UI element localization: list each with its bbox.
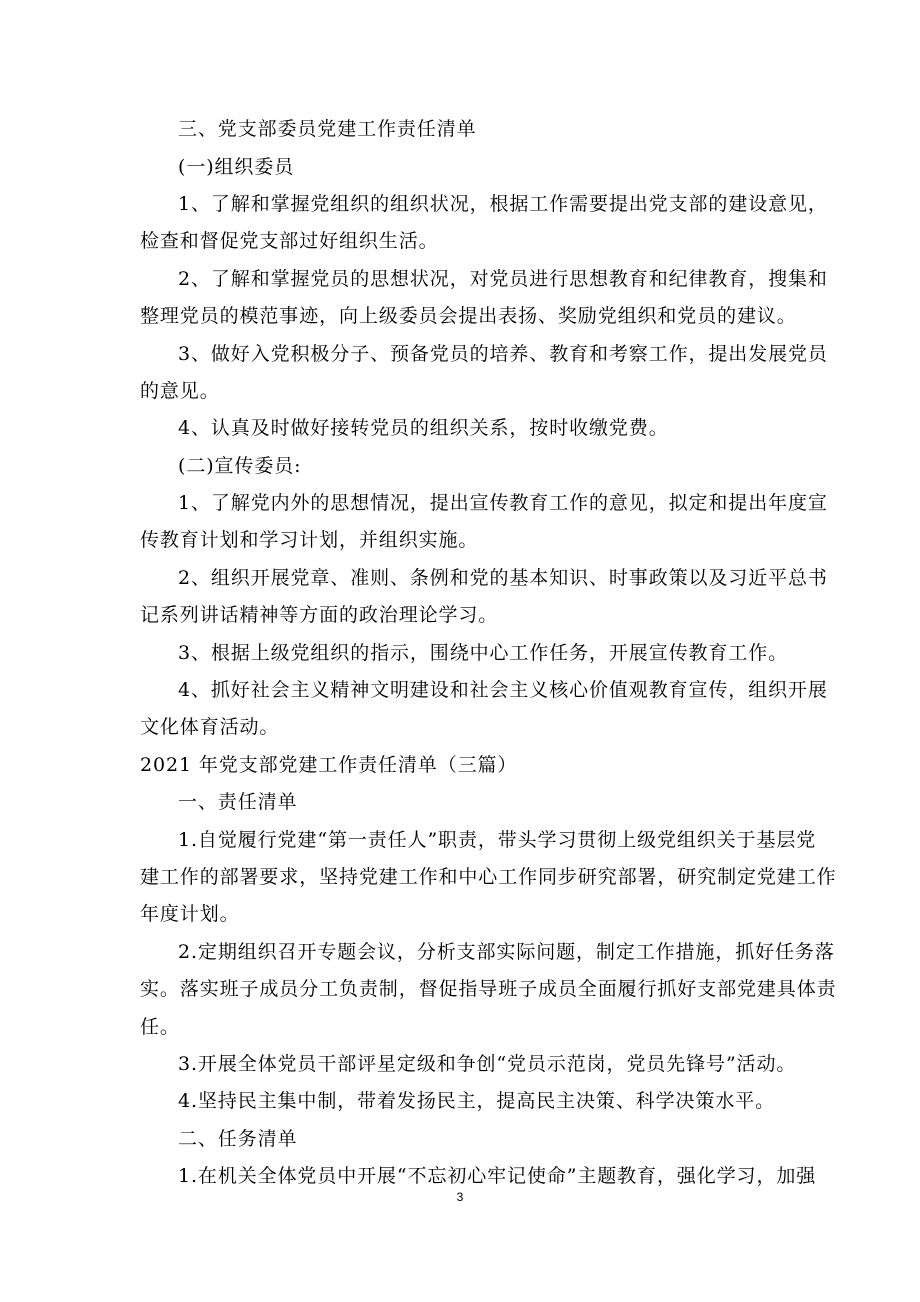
section-heading: 二、任务清单 bbox=[178, 1128, 298, 1150]
paragraph-line: 4、认真及时做好接转党员的组织关系，按时收缴党费。 bbox=[178, 417, 669, 439]
document-title: 2021 年党支部党建工作责任清单（三篇） bbox=[140, 754, 518, 776]
section-heading: 三、党支部委员党建工作责任清单 bbox=[178, 118, 477, 140]
paragraph-line: 2、组织开展党章、准则、条例和党的基本知识、时事政策以及习近平总书 bbox=[178, 567, 828, 589]
paragraph-line: 整理党员的模范事迹，向上级委员会提出表扬、奖励党组织和党员的建议。 bbox=[140, 305, 797, 327]
paragraph-line: 年度计划。 bbox=[140, 903, 240, 925]
paragraph-line: 1.自觉履行党建“第一责任人”职责，带头学习贯彻上级党组织关于基层党 bbox=[178, 829, 817, 851]
paragraph-line: 2、了解和掌握党员的思想状况，对党员进行思想教育和纪律教育，搜集和 bbox=[178, 268, 828, 290]
paragraph-line: 记系列讲话精神等方面的政治理论学习。 bbox=[140, 604, 499, 626]
paragraph-line: 的意见。 bbox=[140, 380, 220, 402]
paragraph-line: 文化体育活动。 bbox=[140, 716, 280, 738]
subsection-heading: (一)组织委员 bbox=[178, 156, 295, 178]
page-number: 3 bbox=[456, 1190, 464, 1204]
paragraph-line: 1.在机关全体党员中开展“不忘初心牢记使命”主题教育，强化学习，加强 bbox=[178, 1165, 817, 1187]
paragraph-line: 2.定期组织召开专题会议，分析支部实际问题，制定工作措施，抓好任务落 bbox=[178, 941, 835, 963]
section-heading: 一、责任清单 bbox=[178, 791, 298, 813]
paragraph-line: 3、根据上级党组织的指示，围绕中心工作任务，开展宣传教育工作。 bbox=[178, 642, 788, 664]
paragraph-line: 传教育计划和学习计划，并组织实施。 bbox=[140, 529, 479, 551]
paragraph-line: 实。落实班子成员分工负责制，督促指导班子成员全面履行抓好支部党建具体责 bbox=[140, 978, 837, 1000]
paragraph-line: 4.坚持民主集中制，带着发扬民主，提高民主决策、科学决策水平。 bbox=[178, 1090, 776, 1112]
paragraph-line: 检查和督促党支部过好组织生活。 bbox=[140, 230, 439, 252]
paragraph-line: 1、了解党内外的思想情况，提出宣传教育工作的意见，拟定和提出年度宣 bbox=[178, 492, 828, 514]
paragraph-line: 4、抓好社会主义精神文明建设和社会主义核心价值观教育宣传，组织开展 bbox=[178, 679, 828, 701]
paragraph-line: 3.开展全体党员干部评星定级和争创“党员示范岗，党员先锋号”活动。 bbox=[178, 1053, 797, 1075]
paragraph-line: 建工作的部署要求，坚持党建工作和中心工作同步研究部署，研究制定党建工作 bbox=[140, 866, 837, 888]
paragraph-line: 1、了解和掌握党组织的组织状况，根据工作需要提出党支部的建设意见， bbox=[178, 193, 828, 215]
paragraph-line: 任。 bbox=[140, 1016, 180, 1038]
subsection-heading: (二)宣传委员: bbox=[178, 455, 302, 477]
paragraph-line: 3、做好入党积极分子、预备党员的培养、教育和考察工作，提出发展党员 bbox=[178, 343, 828, 365]
